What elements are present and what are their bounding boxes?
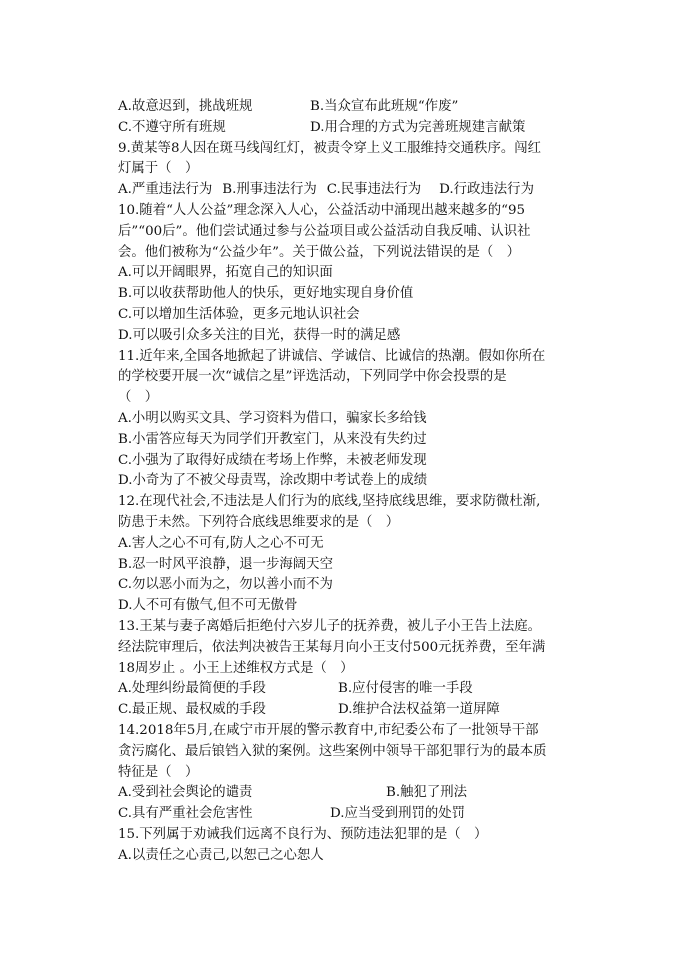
q11-option-d: D.小奇为了不被父母责骂，涂改期中考试卷上的成绩 [118,473,428,489]
q9-option-b: B.刑事违法行为 [222,182,317,198]
q13-stem-line2: 经法院审理后，依法判决被告王某每月向小王支付500元抚养费，至年满 [118,639,546,655]
q13-stem-line3: 18周岁止 。小王上述维权方式是（ ） [118,660,354,676]
q8-option-c: C.不遵守所有班规 [118,119,226,135]
q14-stem-line3: 特征是（ ） [118,764,199,780]
q14-options-row2 [118,804,578,825]
q8-option-d: D.用合理的方式为完善班规建言献策 [310,119,526,135]
q10-option-d: D.可以吸引众多关注的目光，获得一时的满足感 [118,327,401,343]
q9-option-c: C.民事违法行为 [326,182,422,198]
q8-option-a: A.故意迟到，挑战班规 [118,99,253,114]
q9-stem-line1: 9.黄某等8人因在斑马线闯红灯，被责令穿上义工服维持交通秩序。闯红 [118,140,542,156]
q12-option-b: B.忍一时风平浪静，退一步海阔天空 [118,556,333,572]
q13-option-d: D.维护合法权益第一道屏障 [338,702,500,718]
q10-option-c: C.可以增加生活体验，更多元地认识社会 [118,306,360,322]
q8-option-b: B.当众宣布此班规“作废” [310,99,459,114]
q11-stem-line2: 的学校要开展一次“诚信之星”评选活动，下列同学中你会投票的是 [118,369,507,385]
q13-option-c: C.最正规、最权威的手段 [118,702,266,718]
q10-stem-line3: 会。他们被称为“公益少年”。关于做公益，下列说法错误的是（ ） [118,244,521,260]
q14-stem-line2: 贪污腐化、最后锒铛入狱的案例。这些案例中领导干部犯罪行为的最本质 [118,743,547,759]
q15-stem-line1: 15.下列属于劝诫我们远离不良行为、预防违法犯罪的是（ ） [118,826,488,842]
q12-stem-line1: 12.在现代社会,不违法是人们行为的底线,坚持底线思维，要求防微杜渐, [118,494,541,510]
q12-option-a: A.害人之心不可有,防人之心不可无 [118,535,324,551]
q14-option-d: D.应当受到刑罚的处罚 [330,806,466,822]
q14-option-b: B.触犯了刑法 [386,785,468,801]
q9-option-a: A.严重违法行为 [118,182,213,198]
q10-stem-line1: 10.随着“人人公益”理念深入人心，公益活动中涌现出越来越多的“95 [118,202,526,218]
q13-option-a: A.处理纠纷最简便的手段 [118,681,266,697]
q11-stem-line1: 11.近年来,全国各地掀起了讲诚信、学诚信、比诚信的热潮。假如你所在 [118,348,546,364]
q13-option-b: B.应付侵害的唯一手段 [338,681,473,697]
q8-options-row1 [118,97,578,118]
q12-option-c: C.勿以恶小而为之，勿以善小而不为 [118,577,333,593]
q9-option-d: D.行政违法行为 [439,182,534,198]
q13-options-row2 [118,700,578,721]
q11-option-a: A.小明以购买文具、学习资料为借口，骗家长多给钱 [118,410,427,426]
q10-option-b: B.可以收获帮助他人的快乐，更好地实现自身价值 [118,286,414,302]
q12-stem-line2: 防患于未然。下列符合底线思维要求的是（ ） [118,514,400,530]
q13-stem-line1: 13.王某与妻子离婚后拒绝付六岁儿子的抚养费，被儿子小王告上法庭。 [118,618,542,634]
q8-options-row2 [118,118,578,139]
q9-options-row [118,180,578,201]
q14-options-row1 [118,783,578,804]
q9-stem-line2: 灯属于（ ） [118,161,199,177]
q15-option-a: A.以责任之心责己,以恕己之心恕人 [118,847,324,863]
q13-options-row1 [118,679,578,700]
q14-stem-line1: 14.2018年5月,在咸宁市开展的警示教育中,市纪委公布了一批领导干部 [118,722,539,738]
q12-option-d: D.人不可有傲气,但不可无傲骨 [118,598,298,614]
q14-option-c: C.具有严重社会危害性 [118,806,253,822]
q14-option-a: A.受到社会舆论的谴责 [118,785,253,801]
q11-option-c: C.小强为了取得好成绩在考场上作弊，未被老师发现 [118,452,427,468]
exam-page [118,97,578,866]
q11-option-b: B.小雷答应每天为同学们开教室门，从来没有失约过 [118,431,427,447]
q11-stem-line3: （ ） [118,390,159,406]
q10-option-a: A.可以开阔眼界，拓宽自己的知识面 [118,265,333,281]
q10-stem-line2: 后”“00后”。他们尝试通过参与公益项目或公益活动自我反哺、认识社 [118,223,531,239]
